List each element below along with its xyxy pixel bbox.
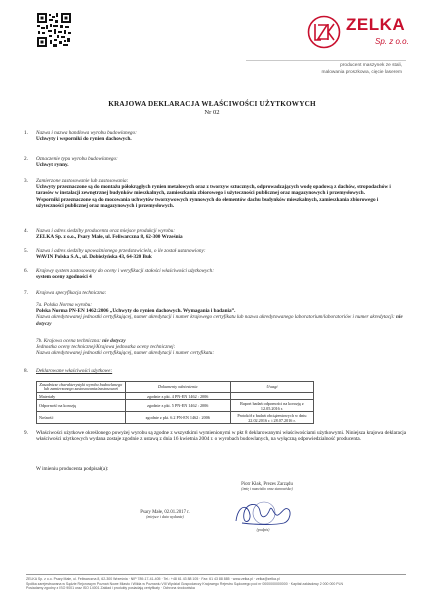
signatory-name: Piotr Kłak, Prezes Zarządu bbox=[241, 482, 293, 487]
place-date-block bbox=[120, 510, 210, 519]
header-divider bbox=[246, 60, 406, 61]
table-header: Dokumenty odniesienia bbox=[125, 382, 230, 393]
item-label: Nazwa i adres siedziby upoważnionego przedstawiciela, o ile został ustanowiony: bbox=[36, 248, 206, 254]
signature-caption-block bbox=[238, 528, 288, 532]
item-label: Oznaczenie typu wyrobu budowlanego: bbox=[36, 156, 118, 162]
spec-7b-label: 7b. Krajowa ocena techniczna: nie dotyczy bbox=[36, 338, 126, 344]
qr-code-icon bbox=[37, 13, 71, 47]
item-label: Nazwa i nazwa handlowa wyrobu budowlanego: bbox=[36, 130, 137, 136]
footer-divider bbox=[26, 574, 406, 575]
table-header-row bbox=[37, 382, 314, 393]
spec-7a-value: Polska Norma PN-EN 1462:2006 „Uchwyty do rynien dachowych. Wymagania i badania”. bbox=[36, 308, 236, 315]
item-value: system oceny zgodności 4 bbox=[36, 274, 92, 281]
company-logo bbox=[305, 13, 410, 57]
item-label: Krajowy system zastosowany do oceny i weryfikacji stałości właściwości użytkowych: bbox=[36, 268, 214, 274]
document-title: KRAJOWA DEKLARACJA WŁAŚCIWOŚCI UŻYTKOWYCH bbox=[108, 100, 316, 108]
place-date: Psary Małe, 02.01.2017 r. bbox=[140, 510, 190, 515]
lzk-circle-logo-icon bbox=[307, 15, 341, 49]
table-header: Zasadnicze charakterystyki wyrobu budowlanego lub zamierzonego zastosowania/zastosowań bbox=[37, 382, 126, 393]
signature-caption: (podpis) bbox=[256, 528, 270, 532]
spec-7a-label: 7a. Polska Norma wyrobu: bbox=[36, 302, 93, 308]
company-tagline: producent maszynek ze stali, malowania proszkowa, cięcie laserem bbox=[321, 63, 402, 75]
table-row: Nośność zgodnie z pkt. 6.2 PN-EN 1462 : 2006 Protokół z badań obciążeniowych w dniu 22.02.2016 r. i 28.07.2016 r. bbox=[37, 412, 314, 424]
footer-line-3: Posiadamy zgodny z ISO 9001 oraz ISO 14001 Zakład i produkty posiadają certyfikaty · Ochrona środowiska bbox=[26, 586, 195, 590]
logo-subtitle: Sp. z o.o. bbox=[375, 37, 409, 46]
signatory bbox=[212, 482, 322, 491]
item-value: Uchwyty przeznaczone są do montażu półokrągłych rynien metalowych oraz z tworzyw sztucznych, odprowadzających wodę opadową z dachów, stropodachów i tarasów w instalacji zewnętrznej budynków mieszkalnych, zamieszkania zbiorowego i użyteczności publicznej oraz magazynowych i przemysłowych. bbox=[36, 184, 391, 197]
item-label: Deklarowane właściwości użytkowe: bbox=[36, 368, 113, 374]
item-label: Zamierzone zastosowanie lub zastosowania: bbox=[36, 178, 129, 184]
item-value: WAVIN Polska S.A., ul. Dobieżyńska 43, 64-320 Buk bbox=[36, 254, 152, 261]
item-value-2: Wsporniki przeznaczone są do mocowania uchwytów tworzywowych rynnowych do elementów dachu budynków mieszkalnych, zamieszkania zbiorowego i użyteczności publicznej oraz magazynowych i przemysłowych. bbox=[36, 196, 379, 209]
spec-7a-note: Nazwa akredytowanej jednostki certyfikującej, numer akredytacji i numer krajowego certyfikatu lub nazwa akredytowanego laboratorium/laboratoriów i numer akredytacji: nie dotyczy bbox=[36, 314, 403, 327]
spec-7b-line2: Jednostka oceny technicznej/Krajowa jednostka oceny technicznej: bbox=[36, 344, 176, 351]
table-header: Uwagi bbox=[230, 382, 313, 393]
table-row: Odporność na korozję zgodnie z pkt. 5 PN-EN 1462 : 2006 Raport badań odporności na korozję z 12.05.2016 r. bbox=[37, 400, 314, 412]
item-value: ZELKA Sp. z o.o., Psary Małe, ul. Feliwarczna 8, 62-300 Września bbox=[36, 234, 183, 241]
table-row: Materiały zgodnie z pkt. 4 PN-EN 1462 : 2006 bbox=[37, 393, 314, 400]
footer-line-2: Spółka zarejestrowana w Sądzie Rejonowym Poznań Nowe Miasto i Wilda w Poznaniu VIII Wydział Gospodarczy Krajowego Rejestru Sądowego pod nr 0000000000000 · Kapitał zakładowy 2 000 000 PLN bbox=[26, 581, 344, 586]
item-label: Krajowa specyfikacja techniczna: bbox=[36, 290, 107, 296]
document-number: Nr 02 bbox=[204, 109, 220, 116]
item-value: Uchwyt rynny. bbox=[36, 162, 69, 169]
item-value: Uchwyty i wsporniki do rynien dachowych. bbox=[36, 136, 132, 143]
signatory-caption: (imię i nazwisko oraz stanowisko) bbox=[241, 487, 293, 491]
place-date-caption: (miejsce i data wydania) bbox=[146, 515, 184, 519]
performance-table bbox=[36, 381, 314, 424]
declaration-statement: Właściwości użytkowe określonego powyżej wyrobu są zgodne z wszystkimi wymienionymi w pkt 8 deklarowanymi właściwościami użytkowymi. Niniejsza krajowa deklaracja właściwości użytkowych wydana zostaje zgodnie z ustawą z dnia 16 kwietnia 2004 r. o wyrobach budowlanych, na wyłączną odpowiedzialność producenta. bbox=[36, 430, 406, 443]
item-label: Nazwa i adres siedziby producenta oraz miejsce produkcji wyrobu: bbox=[36, 228, 175, 234]
logo-name: ZELKA bbox=[346, 15, 406, 34]
footer-line-1: ZELKA Sp. z o.o. Psary Małe, ul. Feliwarczna 8, 62-300 Września · NIP 789-17-41-405 · Tel.: +48 61 43 88 105 · Fax: 61 43 88 885 · www.zelka.pl · zelka@zelka.pl bbox=[26, 577, 280, 581]
spec-7b-line3: Nazwa akredytowanej jednostki certyfikującej, numer akredytacji i numer certyfikatu: bbox=[36, 350, 215, 357]
